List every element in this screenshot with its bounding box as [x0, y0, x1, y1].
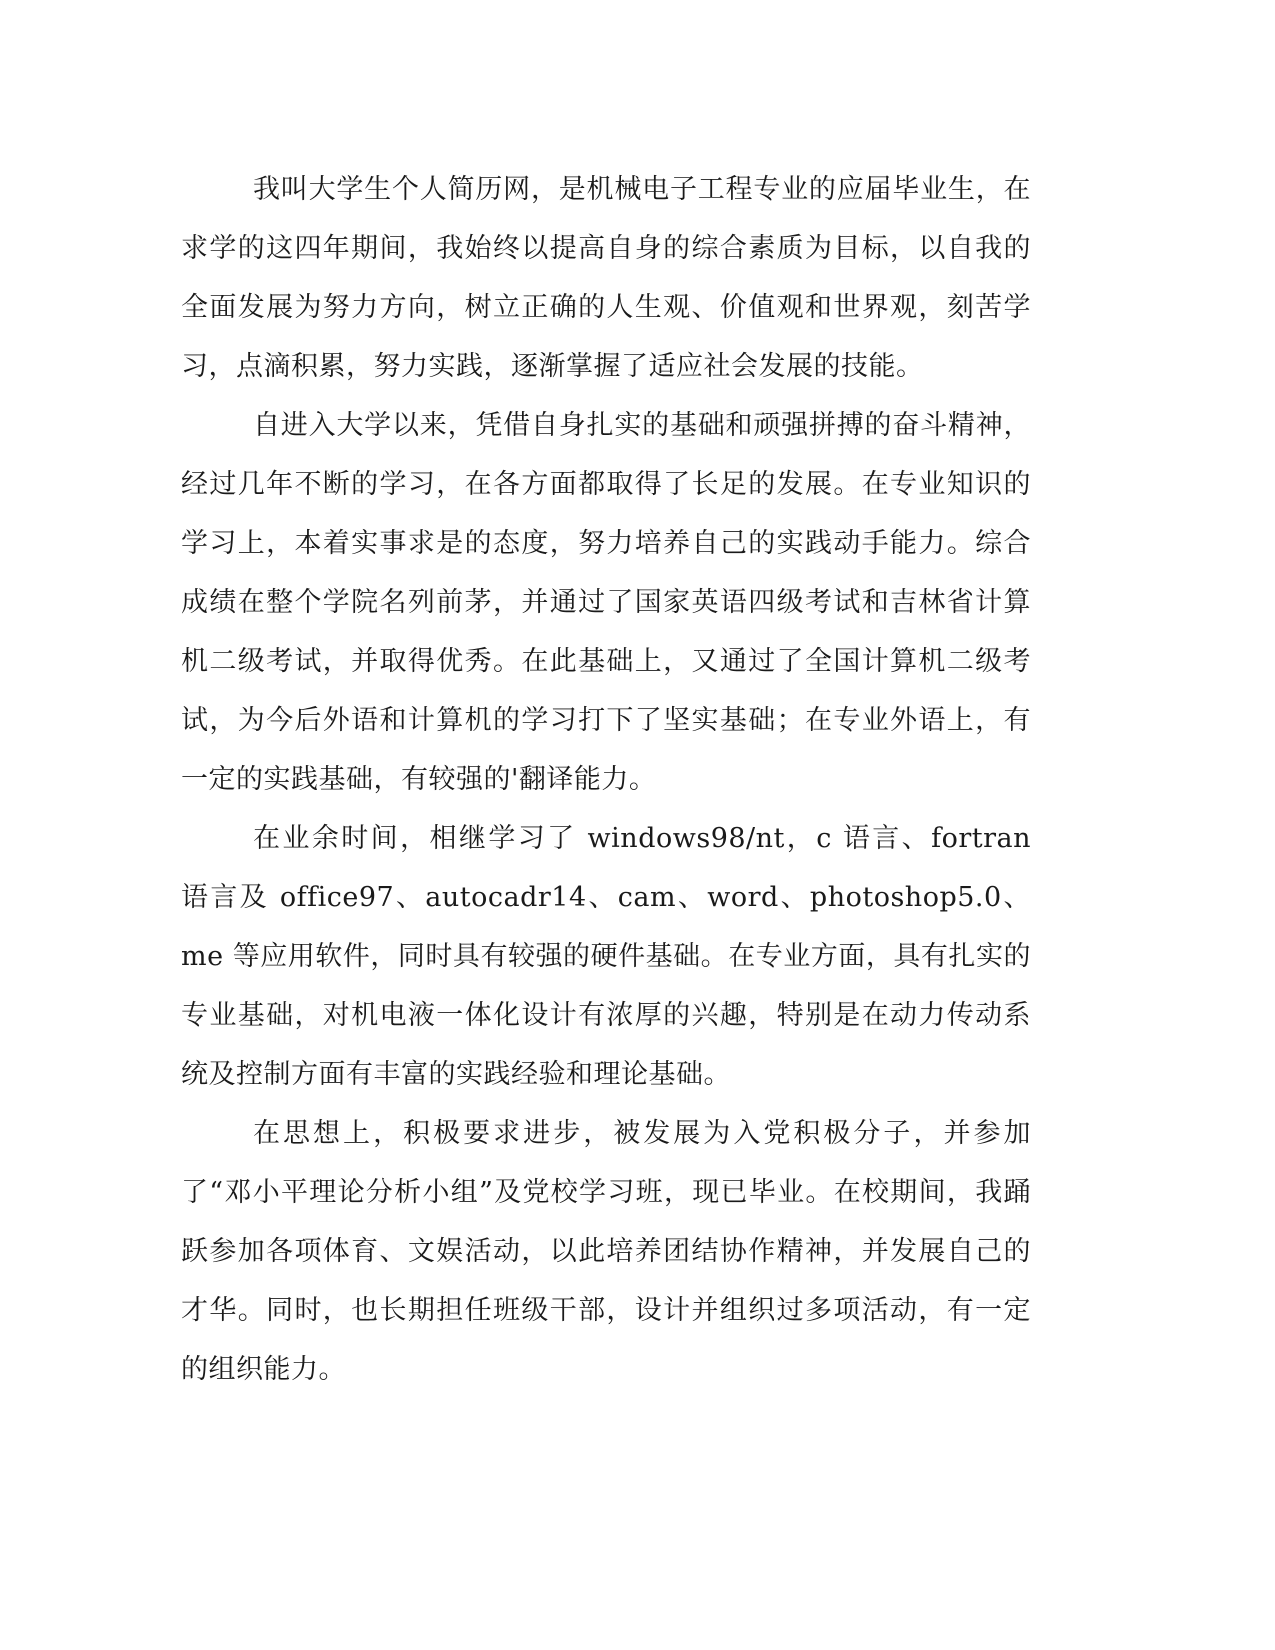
paragraph-introduction: 我叫大学生个人简历网，是机械电子工程专业的应届毕业生，在求学的这四年期间，我始终以提高自身的综合素质为目标，以自我的全面发展为努力方向，树立正确的人生观、价值观和世界观，刻苦学习，点滴积累，努力实践，逐渐掌握了适应社会发展的技能。	[181, 174, 1031, 382]
document-body	[181, 160, 1031, 1399]
paragraph-software-skills: 在业余时间，相继学习了 windows98/nt，c 语言、fortran 语言及 office97、autocadr14、cam、word、photoshop5.0、me 等应用软件，同时具有较强的硬件基础。在专业方面，具有扎实的专业基础，对机电液一体化设计有浓厚的兴趣，特别是在动力传动系统及控制方面有丰富的实践经验和理论基础。	[181, 823, 1031, 1090]
paragraph-ideology-activities: 在思想上，积极要求进步，被发展为入党积极分子，并参加了“邓小平理论分析小组”及党校学习班，现已毕业。在校期间，我踊跃参加各项体育、文娱活动，以此培养团结协作精神，并发展自己的才华。同时，也长期担任班级干部，设计并组织过多项活动，有一定的组织能力。	[181, 1118, 1031, 1385]
paragraph-academic-achievements: 自进入大学以来，凭借自身扎实的基础和顽强拼搏的奋斗精神，经过几年不断的学习，在各方面都取得了长足的发展。在专业知识的学习上，本着实事求是的态度，努力培养自己的实践动手能力。综合成绩在整个学院名列前茅，并通过了国家英语四级考试和吉林省计算机二级考试，并取得优秀。在此基础上，又通过了全国计算机二级考试，为今后外语和计算机的学习打下了坚实基础；在专业外语上，有一定的实践基础，有较强的'翻译能力。	[181, 410, 1031, 795]
